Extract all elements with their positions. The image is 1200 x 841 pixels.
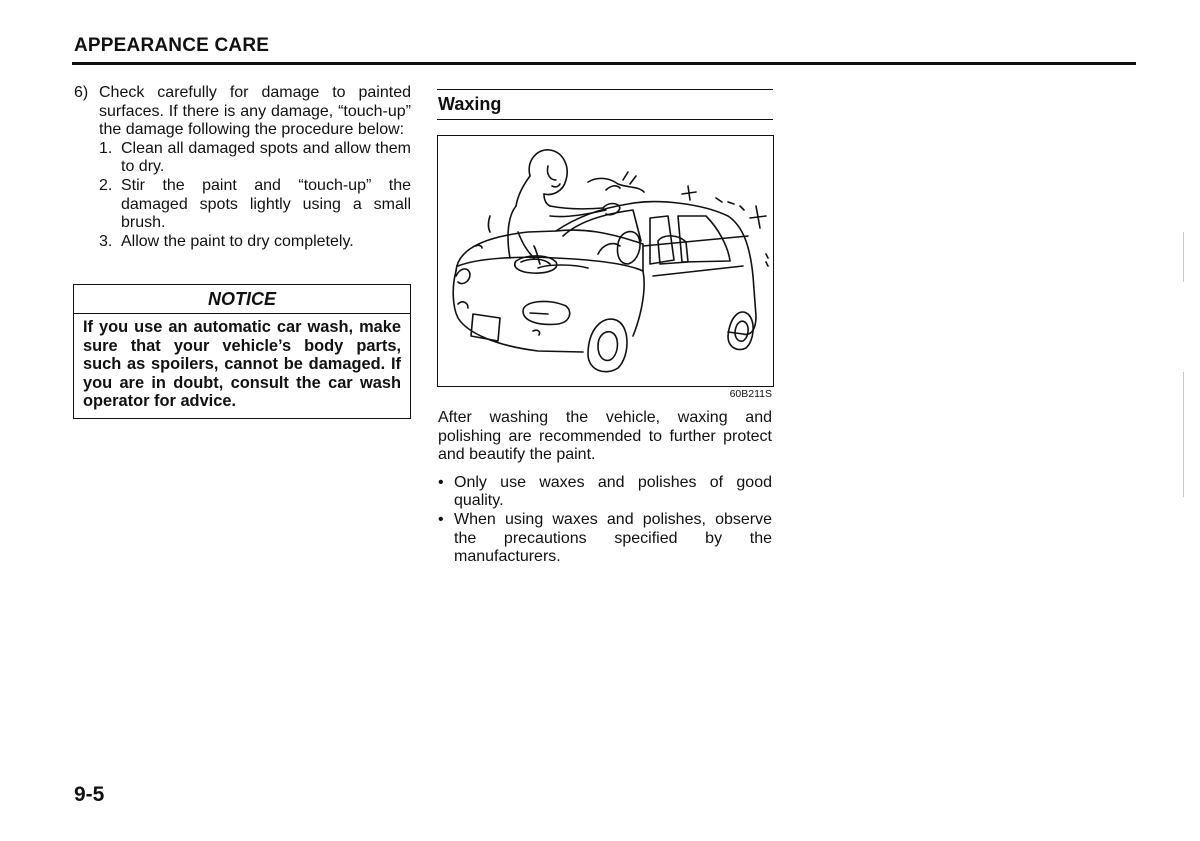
substep-item	[99, 233, 411, 252]
section-divider-bottom	[437, 119, 773, 120]
section-divider-top	[437, 89, 773, 90]
substep-number: 2.	[99, 176, 113, 194]
step-6	[74, 84, 411, 251]
substep-item	[99, 177, 411, 233]
figure-caption: 60B211S	[729, 388, 772, 400]
scan-edge-mark	[1183, 232, 1184, 282]
step-number: 6)	[74, 84, 89, 101]
bullet-dot: •	[438, 473, 444, 491]
scan-edge-mark	[1183, 372, 1184, 497]
substep-number: 1.	[99, 139, 113, 157]
substep-text: Allow the paint to dry completely.	[121, 232, 354, 250]
bullet-text: When using waxes and polishes, observe the precautions specified by the manufacturers.	[454, 510, 772, 566]
substep-text: Stir the paint and “touch-up” the damaged spots lightly using a small brush.	[121, 176, 411, 232]
waxing-illustration	[437, 135, 774, 387]
car-icon	[453, 202, 756, 372]
bullet-item	[438, 474, 772, 511]
bullet-text: Only use waxes and polishes of good quality.	[454, 473, 772, 510]
substep-text: Clean all damaged spots and allow them to dry.	[121, 139, 411, 176]
waxing-bullet-list	[438, 474, 772, 567]
waxing-paragraph: After washing the vehicle, waxing and polishing are recommended to further protect and beautify the paint.	[438, 409, 772, 464]
section-title: Waxing	[438, 94, 502, 114]
bullet-item	[438, 511, 772, 567]
page-title: APPEARANCE CARE	[74, 35, 270, 56]
step-text: Check carefully for damage to painted surfaces. If there is any damage, “touch-up” the damage following the procedure below:	[99, 84, 411, 139]
substep-item	[99, 140, 411, 177]
header-divider	[72, 62, 1136, 65]
left-column	[74, 84, 411, 251]
notice-box	[73, 284, 411, 419]
notice-title: NOTICE	[74, 285, 410, 314]
substep-number: 3.	[99, 232, 113, 250]
page-number: 9-5	[74, 783, 105, 806]
notice-body: If you use an automatic car wash, make sure that your vehicle’s body parts, such as spoilers, cannot be damaged. If you are in doubt, consult the car wash operator for advice.	[83, 318, 401, 411]
bullet-dot: •	[438, 510, 444, 528]
substep-list	[99, 140, 411, 252]
right-column	[438, 409, 772, 567]
